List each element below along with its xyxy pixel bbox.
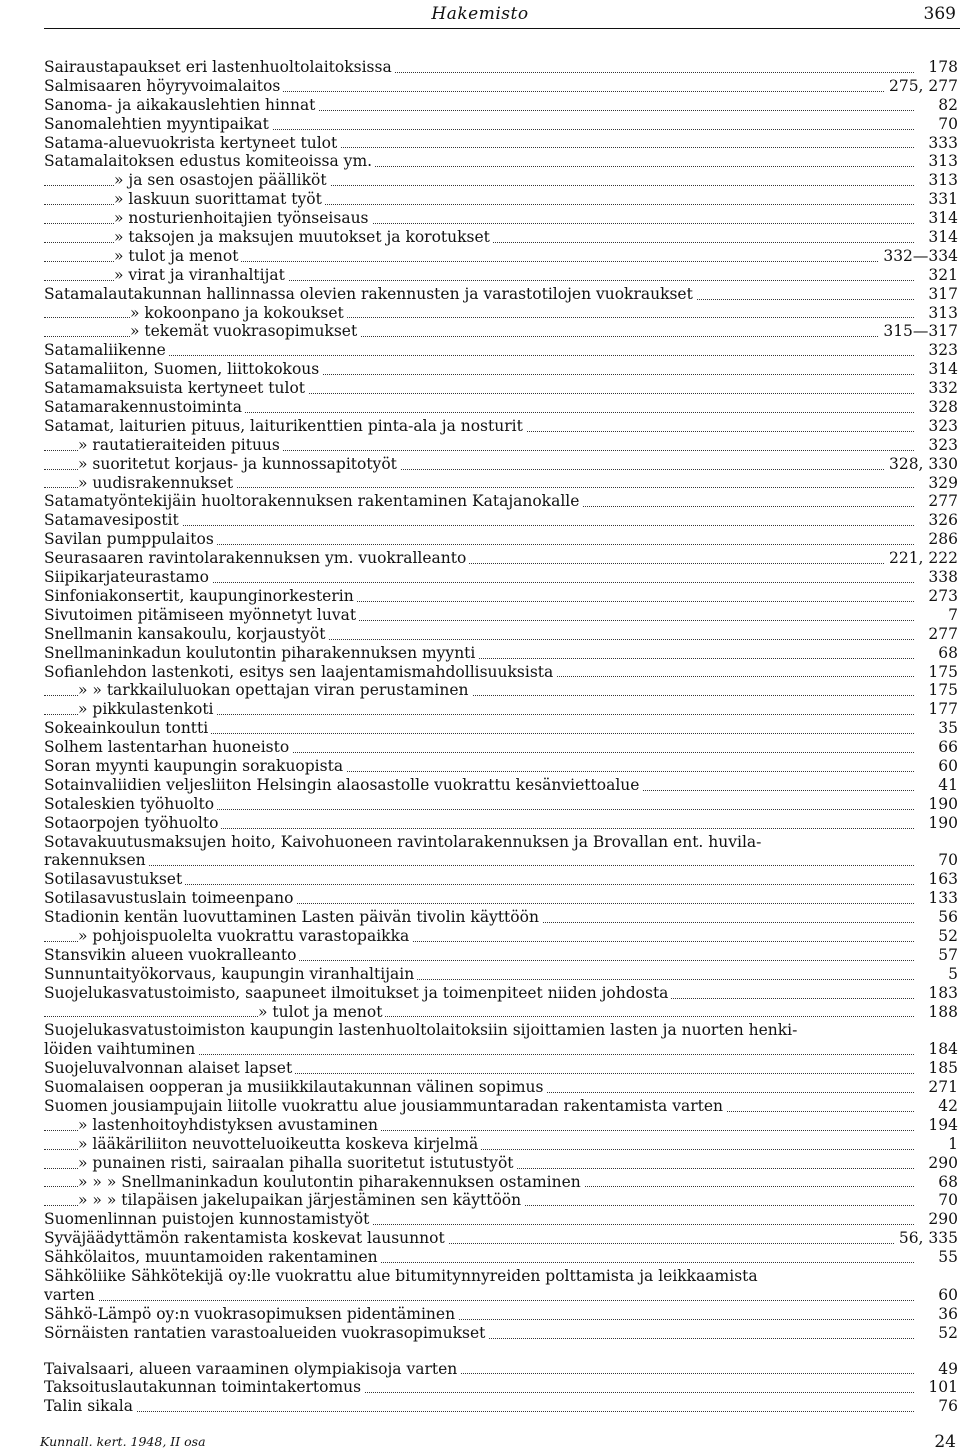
- entry-page: 70: [934, 851, 958, 870]
- index-entry: [0, 1305, 960, 1324]
- entry-text: » suoritetut korjaus- ja kunnossapitotyöt: [78, 455, 400, 474]
- entry-text: » tulot ja menot: [258, 1003, 385, 1022]
- entry-text: Suojelukasvatustoimiston kaupungin lastenhuoltolaitoksiin sijoittamien lasten ja nuorten henki-: [44, 1021, 798, 1040]
- entry-page: 163: [924, 870, 958, 889]
- index-entry: [0, 757, 960, 776]
- index-entry: [0, 1286, 960, 1305]
- index-entry: [0, 984, 960, 1003]
- entry-text: » punainen risti, sairaalan pihalla suoritetut istutustyöt: [78, 1154, 517, 1173]
- entry-text: Talin sikala: [44, 1397, 136, 1416]
- index-entry: [0, 455, 960, 474]
- index-entry: [0, 1173, 960, 1192]
- entry-page: 60: [934, 1286, 958, 1305]
- entry-page: 68: [934, 1173, 958, 1192]
- entry-text: Taivalsaari, alueen varaaminen olympiakisoja varten: [44, 1360, 460, 1379]
- index-entry: [0, 190, 960, 209]
- entry-text: » » » tilapäisen jakelupaikan järjestäminen sen käyttöön: [78, 1191, 524, 1210]
- footer-page-number: 24: [934, 1432, 956, 1452]
- entry-page: 277: [924, 492, 958, 511]
- entry-text: Satamat, laiturien pituus, laiturikenttien pinta-ala ja nosturit: [44, 417, 526, 436]
- source-note: Kunnall. kert. 1948, II osa: [40, 1434, 206, 1449]
- index-entry: [0, 1003, 960, 1022]
- index-entry: [0, 1078, 960, 1097]
- index-entry: [0, 77, 960, 96]
- index-entry: [0, 625, 960, 644]
- entry-text: Satamaliiton, Suomen, liittokokous: [44, 360, 322, 379]
- entry-page: 82: [934, 96, 958, 115]
- entry-text: rakennuksen: [44, 851, 149, 870]
- entry-text: » » tarkkailuluokan opettajan viran perustaminen: [78, 681, 472, 700]
- index-entry: [0, 965, 960, 984]
- entry-text: Sotaorpojen työhuolto: [44, 814, 221, 833]
- index-entry: [0, 549, 960, 568]
- index-entry: [0, 1324, 960, 1343]
- entry-page: 326: [924, 511, 958, 530]
- entry-page: 338: [924, 568, 958, 587]
- index-entry: [0, 1154, 960, 1173]
- entry-page: 57: [934, 946, 958, 965]
- index-entry: [0, 776, 960, 795]
- entry-page: 35: [934, 719, 958, 738]
- entry-text: » pikkulastenkoti: [78, 700, 217, 719]
- entry-text: Stansvikin alueen vuokralleanto: [44, 946, 299, 965]
- index-entry: [0, 889, 960, 908]
- entry-page: 314: [924, 228, 958, 247]
- entry-page: 190: [924, 814, 958, 833]
- entry-text: » rautatieraiteiden pituus: [78, 436, 283, 455]
- entry-page: 313: [924, 171, 958, 190]
- entry-page: 286: [924, 530, 958, 549]
- entry-text: Siipikarjateurastamo: [44, 568, 212, 587]
- entry-text: Sairaustapaukset eri lastenhuoltolaitoksissa: [44, 58, 395, 77]
- entry-text: » kokoonpano ja kokoukset: [130, 304, 347, 323]
- entry-page: 332: [924, 379, 958, 398]
- index-entry: [0, 1360, 960, 1379]
- entry-text: Satamalautakunnan hallinnassa olevien rakennusten ja varastotilojen vuokraukset: [44, 285, 696, 304]
- entry-text: Stadionin kentän luovuttaminen Lasten päivän tivolin käyttöön: [44, 908, 542, 927]
- entry-page: 56: [934, 908, 958, 927]
- entry-text: Sotilasavustuslain toimeenpano: [44, 889, 296, 908]
- entry-page: 60: [934, 757, 958, 776]
- entry-page: 178: [924, 58, 958, 77]
- entry-text: » tulot ja menot: [114, 247, 241, 266]
- index-entry: [0, 1397, 960, 1416]
- entry-page: 321: [924, 266, 958, 285]
- entry-page: 314: [924, 209, 958, 228]
- entry-text: » virat ja viranhaltijat: [114, 266, 288, 285]
- entry-text: » tekemät vuokrasopimukset: [130, 322, 360, 341]
- entry-text: » ja sen osastojen päälliköt: [114, 171, 330, 190]
- index-entry: [0, 814, 960, 833]
- index-entry: [0, 1059, 960, 1078]
- index-entry: [0, 436, 960, 455]
- index-entry: [0, 266, 960, 285]
- entry-text: Sunnuntaityökorvaus, kaupungin viranhaltijain: [44, 965, 417, 984]
- entry-text: Taksoituslautakunnan toimintakertomus: [44, 1378, 364, 1397]
- entry-page: 185: [924, 1059, 958, 1078]
- index-entry: [0, 1097, 960, 1116]
- entry-page: 323: [924, 436, 958, 455]
- entry-text: Sofianlehdon lastenkoti, esitys sen laajentamismahdollisuuksista: [44, 663, 556, 682]
- index-entry: [0, 870, 960, 889]
- index-entry: [0, 530, 960, 549]
- entry-page: 314: [924, 360, 958, 379]
- index-entry: [0, 379, 960, 398]
- index-entry: [0, 719, 960, 738]
- entry-text: Salmisaaren höyryvoimalaitos: [44, 77, 283, 96]
- entry-page: 52: [934, 927, 958, 946]
- entry-page: 323: [924, 417, 958, 436]
- entry-text: Seurasaaren ravintolarakennuksen ym. vuokralleanto: [44, 549, 469, 568]
- dot-leader: [44, 355, 914, 356]
- index-entry: [0, 1267, 960, 1286]
- entry-page: 333: [924, 134, 958, 153]
- index-entry: [0, 1021, 960, 1040]
- index-entry: [0, 1210, 960, 1229]
- entry-text: Sörnäisten rantatien varastoalueiden vuokrasopimukset: [44, 1324, 488, 1343]
- entry-page: 70: [934, 115, 958, 134]
- entry-page: 101: [924, 1378, 958, 1397]
- entry-text: Sanoma- ja aikakauslehtien hinnat: [44, 96, 318, 115]
- dot-leader: [44, 865, 914, 866]
- index-entry: [0, 228, 960, 247]
- entry-page: 42: [934, 1097, 958, 1116]
- entry-page: 41: [934, 776, 958, 795]
- index-entry: [0, 738, 960, 757]
- entry-page: 332—334: [879, 247, 958, 266]
- index-entry: [0, 644, 960, 663]
- entry-text: Soran myynti kaupungin sorakuopista: [44, 757, 346, 776]
- entry-page: 56, 335: [895, 1229, 958, 1248]
- entry-text: Sähköliike Sähkötekijä oy:lle vuokrattu alue bitumitynnyreiden polttamista ja leikkaamista: [44, 1267, 758, 1285]
- index-entry: [0, 606, 960, 625]
- entry-page: 313: [924, 304, 958, 323]
- entry-text: Savilan pumppulaitos: [44, 530, 217, 549]
- index-entry: [0, 1248, 960, 1267]
- entry-text: Satamalaitoksen edustus komiteoissa ym.: [44, 152, 375, 171]
- index-entry: [0, 417, 960, 436]
- index-entry: [0, 209, 960, 228]
- index-entry: [0, 1191, 960, 1210]
- page-title: Hakemisto: [431, 4, 529, 24]
- entry-page: 5: [944, 965, 958, 984]
- entry-text: » lääkäriliiton neuvotteluoikeutta koskeva kirjelmä: [78, 1135, 481, 1154]
- index-entry: [0, 511, 960, 530]
- entry-page: 36: [934, 1305, 958, 1324]
- index-entry: [0, 1040, 960, 1059]
- index-entry: [0, 474, 960, 493]
- entry-page: 328: [924, 398, 958, 417]
- entry-text: Sähkölaitos, muuntamoiden rakentaminen: [44, 1248, 381, 1267]
- entry-page: 183: [924, 984, 958, 1003]
- index-entry: [0, 851, 960, 870]
- entry-text: » nosturienhoitajien työnseisaus: [114, 209, 372, 228]
- entry-text: » pohjoispuolelta vuokrattu varastopaikka: [78, 927, 412, 946]
- entry-text: löiden vaihtuminen: [44, 1040, 198, 1059]
- entry-text: Syväjäädyttämön rakentamista koskevat lausunnot: [44, 1229, 448, 1248]
- entry-text: Sotainvaliidien veljesliiton Helsingin alaosastolle vuokrattu kesänviettoalue: [44, 776, 642, 795]
- index-entry: [0, 360, 960, 379]
- header-rule: [44, 28, 960, 29]
- index-entry: [0, 927, 960, 946]
- index-entry: [0, 795, 960, 814]
- entry-text: Solhem lastentarhan huoneisto: [44, 738, 292, 757]
- entry-text: varten: [44, 1286, 98, 1305]
- entry-text: Sähkö-Lämpö oy:n vuokrasopimuksen pidentäminen: [44, 1305, 458, 1324]
- entry-page: 188: [924, 1003, 958, 1022]
- entry-text: Suomenlinnan puistojen kunnostamistyöt: [44, 1210, 372, 1229]
- index-entry: [0, 398, 960, 417]
- entry-page: 277: [924, 625, 958, 644]
- page-number: 369: [923, 4, 956, 24]
- entry-text: Satamavesipostit: [44, 511, 182, 530]
- entry-text: Snellmanin kansakoulu, korjaustyöt: [44, 625, 328, 644]
- entry-page: 1: [944, 1135, 958, 1154]
- entry-text: Sotilasavustukset: [44, 870, 185, 889]
- entry-page: 49: [934, 1360, 958, 1379]
- entry-page: 315—317: [879, 322, 958, 341]
- entry-page: 323: [924, 341, 958, 360]
- index-entry: [0, 700, 960, 719]
- index-entry: [0, 134, 960, 153]
- index-entry: [0, 908, 960, 927]
- entry-page: 7: [944, 606, 958, 625]
- entry-page: 221, 222: [885, 549, 958, 568]
- page-footer: [0, 1434, 960, 1452]
- page-header: [0, 4, 960, 26]
- entry-text: » laskuun suorittamat työt: [114, 190, 325, 209]
- entry-text: Suojeluvalvonnan alaiset lapset: [44, 1059, 295, 1078]
- index-entry: [0, 1135, 960, 1154]
- entry-text: Satama-aluevuokrista kertyneet tulot: [44, 134, 340, 153]
- entry-text: Sokeainkoulun tontti: [44, 719, 211, 738]
- index-entry: [0, 663, 960, 682]
- index-entry: [0, 152, 960, 171]
- index-entry: [0, 115, 960, 134]
- index-entry: [0, 1378, 960, 1397]
- entry-page: 290: [924, 1210, 958, 1229]
- index-entry: [0, 304, 960, 323]
- entry-page: 66: [934, 738, 958, 757]
- entry-page: 133: [924, 889, 958, 908]
- entry-text: Satamaliikenne: [44, 341, 169, 360]
- entry-page: 275, 277: [885, 77, 958, 96]
- entry-page: 317: [924, 285, 958, 304]
- index-entry: [0, 96, 960, 115]
- entry-page: 190: [924, 795, 958, 814]
- entry-text: Suomalaisen oopperan ja musiikkilautakunnan välinen sopimus: [44, 1078, 547, 1097]
- index-entries: [0, 58, 960, 1416]
- entry-page: 55: [934, 1248, 958, 1267]
- entry-text: Sotaleskien työhuolto: [44, 795, 217, 814]
- entry-page: 329: [924, 474, 958, 493]
- entry-text: Sinfoniakonsertit, kaupunginorkesterin: [44, 587, 357, 606]
- entry-page: 194: [924, 1116, 958, 1135]
- entry-page: 271: [924, 1078, 958, 1097]
- entry-text: » taksojen ja maksujen muutokset ja korotukset: [114, 228, 493, 247]
- entry-page: 68: [934, 644, 958, 663]
- index-entry: [0, 285, 960, 304]
- index-entry: [0, 946, 960, 965]
- entry-text: Suojelukasvatustoimisto, saapuneet ilmoitukset ja toimenpiteet niiden johdosta: [44, 984, 671, 1003]
- dot-leader: [44, 1016, 914, 1017]
- index-entry: [0, 681, 960, 700]
- index-entry: [0, 341, 960, 360]
- entry-text: Satamatyöntekijäin huoltorakennuksen rakentaminen Katajanokalle: [44, 492, 582, 511]
- entry-page: 175: [924, 681, 958, 700]
- entry-text: Suomen jousiampujain liitolle vuokrattu alue jousiammuntaradan rakentamista varten: [44, 1097, 726, 1116]
- index-entry: [0, 568, 960, 587]
- entry-text: Sotavakuutusmaksujen hoito, Kaivohuoneen ravintolarakennuksen ja Brovallan ent. huvila-: [44, 832, 762, 851]
- entry-page: 177: [924, 700, 958, 719]
- entry-text: Snellmaninkadun koulutontin piharakennuksen myynti: [44, 644, 478, 663]
- index-entry: [0, 1229, 960, 1248]
- entry-text: Sivutoimen pitämiseen myönnetyt luvat: [44, 606, 359, 625]
- entry-page: 313: [924, 152, 958, 171]
- entry-page: 70: [934, 1191, 958, 1210]
- entry-text: » lastenhoitoyhdistyksen avustaminen: [78, 1116, 381, 1135]
- index-entry: [0, 171, 960, 190]
- entry-page: 290: [924, 1154, 958, 1173]
- index-entry: [0, 833, 960, 852]
- entry-text: Sanomalehtien myyntipaikat: [44, 115, 272, 134]
- entry-page: 273: [924, 587, 958, 606]
- index-entry: [0, 322, 960, 341]
- index-entry: [0, 492, 960, 511]
- entry-page: 184: [924, 1040, 958, 1059]
- dot-leader: [44, 1300, 914, 1301]
- entry-text: » » » Snellmaninkadun koulutontin piharakennuksen ostaminen: [78, 1173, 584, 1192]
- index-entry: [0, 1116, 960, 1135]
- index-entry: [0, 587, 960, 606]
- entry-text: » uudisrakennukset: [78, 474, 236, 493]
- entry-page: 175: [924, 663, 958, 682]
- entry-page: 52: [934, 1324, 958, 1343]
- index-entry: [0, 58, 960, 77]
- dot-leader: [44, 1411, 914, 1412]
- entry-text: Satamarakennustoiminta: [44, 398, 245, 417]
- entry-page: 76: [934, 1397, 958, 1416]
- entry-page: 328, 330: [885, 455, 958, 474]
- index-entry: [0, 247, 960, 266]
- entry-page: 331: [924, 190, 958, 209]
- entry-text: Satamamaksuista kertyneet tulot: [44, 379, 308, 398]
